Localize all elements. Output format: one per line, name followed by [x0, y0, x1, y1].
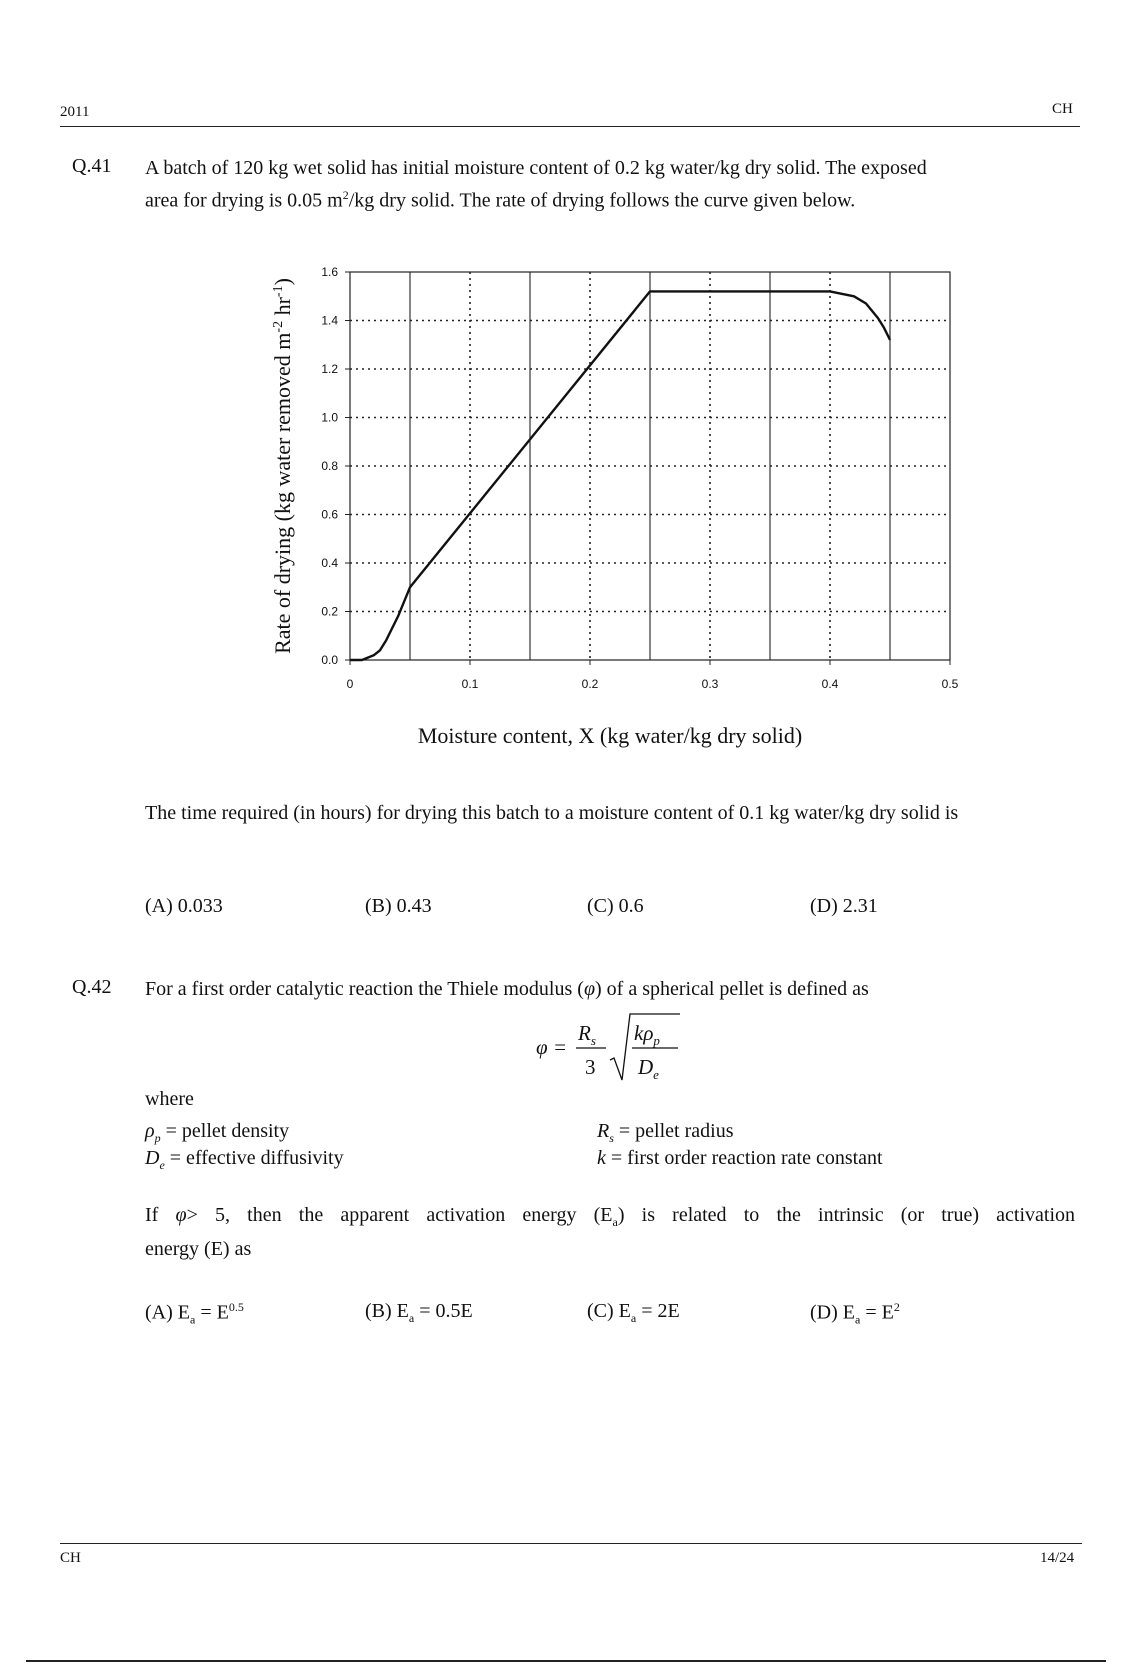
y-tick-label: 1.6 — [321, 265, 338, 279]
q42-option-c — [587, 1300, 680, 1326]
y-axis-label-b: hr — [270, 297, 295, 321]
y-tick-labels — [321, 265, 350, 667]
formula-rad-den-sub: e — [653, 1067, 659, 1082]
q42-option-b-label: (B) E — [365, 1300, 409, 1322]
def-rs-sub: s — [609, 1131, 614, 1145]
x-tick-label: 0.2 — [581, 677, 599, 691]
formula-rad-den-d: D — [638, 1055, 654, 1079]
formula-lhs: φ = — [536, 1035, 568, 1059]
y-tick-label: 1.4 — [321, 313, 338, 328]
q42-number: Q.42 — [72, 976, 112, 998]
q42-option-d-label: (D) E — [810, 1301, 855, 1324]
q41-line2-a: area for drying is 0.05 m — [145, 189, 343, 212]
x-tick-label: 0.1 — [461, 677, 479, 691]
q42-condition-line1 — [145, 1202, 1075, 1236]
x-tick-label: 0 — [346, 677, 354, 691]
q42-condition-line2: energy (E) as — [145, 1238, 252, 1260]
q42-option-a-label: (A) E — [145, 1301, 190, 1324]
q42-intro-b: ) of a spherical pellet is defined as — [595, 978, 869, 1000]
q41-number: Q.41 — [72, 155, 112, 177]
q42-option-a-sup: 0.5 — [228, 1300, 244, 1314]
x-tick-label: 0.5 — [941, 677, 959, 691]
x-tick-labels — [347, 660, 959, 691]
q42-cond-phi: φ — [175, 1204, 187, 1226]
q41-line2-sup: 2 — [342, 188, 349, 202]
q41-statement — [145, 155, 1075, 215]
def-rho-sym: ρ — [145, 1120, 155, 1142]
q41-line2-b: /kg dry solid. The rate of drying follows the curve given below. — [348, 189, 856, 212]
thiele-modulus-formula — [530, 1008, 690, 1088]
header-year: 2011 — [60, 104, 90, 120]
formula-num-r: R — [578, 1021, 591, 1045]
x-axis-label: Moisture content, X (kg water/kg dry solid) — [417, 723, 803, 748]
y-axis-label — [270, 278, 295, 654]
q41-option-a: (A) 0.033 — [145, 895, 223, 917]
q42-option-d-sup: 2 — [893, 1300, 900, 1314]
q42-cond-a: If — [145, 1204, 176, 1226]
header-code: CH — [1052, 101, 1073, 117]
formula-num-sub: s — [590, 1033, 596, 1048]
q42-intro — [145, 976, 1075, 1003]
y-axis-label-sup2: -1 — [271, 285, 286, 298]
q42-option-d-sub: a — [854, 1312, 861, 1327]
q41-option-b: (B) 0.43 — [365, 895, 432, 917]
def-de-sym: D — [145, 1147, 160, 1169]
q41-question: The time required (in hours) for drying this batch to a moisture content of 0.1 kg water/kg dry solid is — [145, 802, 959, 824]
q42-where: where — [145, 1088, 194, 1110]
y-tick-label: 0.2 — [321, 604, 338, 619]
def-k-text: = first order reaction rate constant — [605, 1147, 883, 1169]
q41-line1: A batch of 120 kg wet solid has initial moisture content of 0.2 kg water/kg dry solid. The exposed — [145, 157, 927, 179]
y-tick-label: 1.2 — [321, 362, 338, 376]
y-axis-label-sup1: -2 — [271, 320, 286, 333]
footer-page: 14/24 — [1040, 1550, 1075, 1566]
q42-intro-a: For a first order catalytic reaction the Thiele modulus ( — [145, 978, 584, 1000]
footer-bottom-rule — [26, 1660, 1106, 1662]
footer-rule — [60, 1543, 1082, 1544]
y-axis-label-c: ) — [270, 278, 295, 286]
formula-rad-num-k: kρ — [634, 1021, 654, 1045]
q42-option-b-sub: a — [408, 1311, 415, 1325]
q42-option-c-rest: = 2E — [636, 1300, 680, 1322]
q42-cond-c: ) is related to the intrinsic (or true) activation — [617, 1204, 1076, 1226]
q41-option-d: (D) 2.31 — [810, 895, 878, 917]
y-tick-label: 0.8 — [321, 459, 338, 473]
q42-option-a-rest: = E — [195, 1301, 229, 1324]
chart-grid — [350, 272, 950, 660]
y-tick-label: 0.6 — [321, 507, 338, 522]
q42-option-b — [365, 1300, 473, 1326]
y-tick-label: 0.0 — [321, 653, 338, 667]
y-axis-label-a: Rate of drying (kg water removed m — [270, 332, 295, 654]
q42-option-a — [145, 1300, 244, 1328]
q42-option-c-label: (C) E — [587, 1300, 631, 1322]
x-tick-label: 0.3 — [701, 677, 719, 691]
q41-option-c: (C) 0.6 — [587, 895, 644, 917]
q42-cond-b: > 5, then the apparent activation energy (E — [186, 1204, 613, 1226]
header-rule — [60, 126, 1080, 127]
def-rho-sub: p — [154, 1131, 161, 1145]
q42-condition — [145, 1202, 1075, 1263]
formula-rad-num — [634, 1021, 660, 1048]
def-rho-text: = pellet density — [160, 1120, 290, 1142]
q42-option-d — [810, 1300, 900, 1328]
def-de-sub: e — [159, 1158, 165, 1172]
q42-cond-sub: a — [612, 1215, 618, 1229]
def-rs-sym: R — [597, 1120, 610, 1142]
phi-symbol: φ — [583, 978, 596, 1000]
formula-rad-den — [637, 1055, 659, 1082]
formula-num — [577, 1021, 596, 1048]
def-de-text: = effective diffusivity — [164, 1147, 344, 1169]
x-tick-label: 0.4 — [821, 677, 839, 691]
drying-rate-chart — [250, 245, 970, 755]
q42-option-b-rest: = 0.5E — [414, 1300, 473, 1322]
def-de — [145, 1145, 344, 1179]
y-tick-label: 0.4 — [321, 556, 338, 570]
y-tick-label: 1.0 — [321, 410, 338, 425]
q41-line2 — [145, 182, 1075, 215]
drying-rate-curve — [350, 291, 890, 660]
formula-den: 3 — [585, 1055, 596, 1079]
formula-rad-num-sub: p — [653, 1033, 660, 1048]
footer-code: CH — [60, 1550, 81, 1566]
def-rs-text: = pellet radius — [613, 1120, 734, 1142]
def-k — [597, 1145, 883, 1172]
q42-option-d-rest: = E — [860, 1301, 894, 1324]
q42-option-a-sub: a — [189, 1312, 196, 1327]
q42-option-c-sub: a — [630, 1311, 637, 1325]
def-k-sym: k — [597, 1147, 606, 1169]
